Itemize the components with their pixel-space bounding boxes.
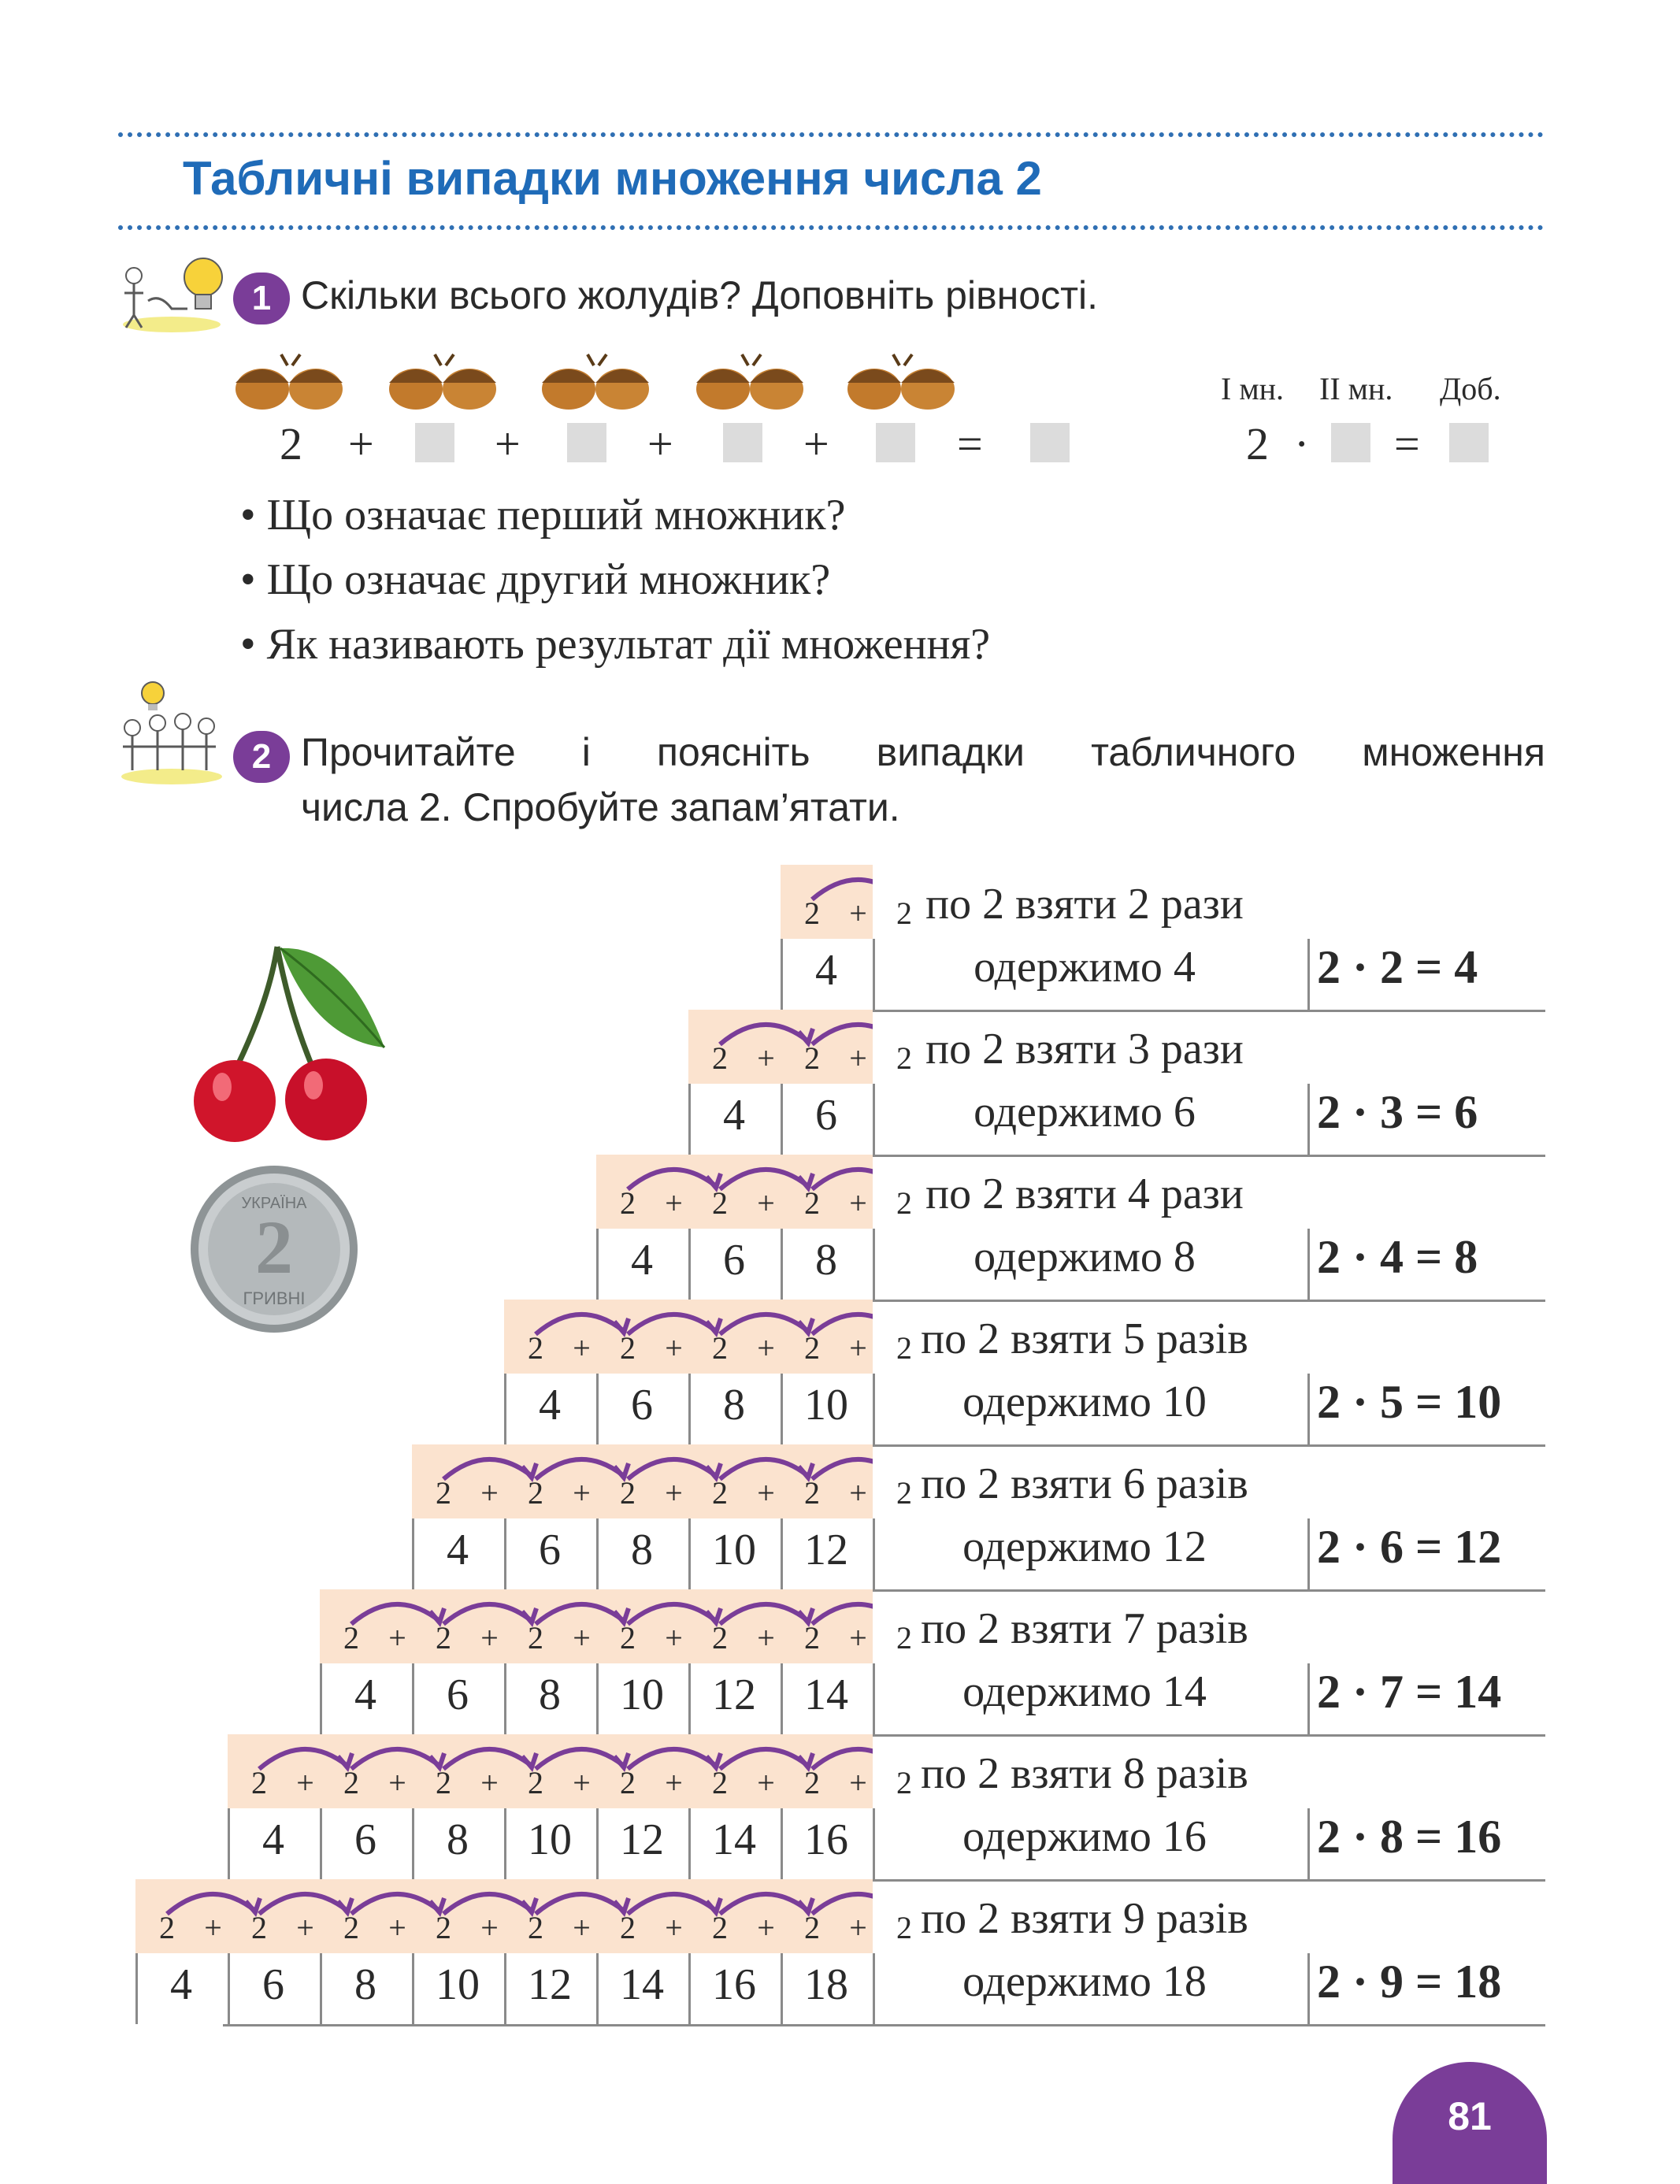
cell-divider [781,1808,783,1879]
cell-divider [596,1374,599,1444]
plus-sign: + [757,1765,775,1800]
addend: 2 [620,1910,636,1945]
plus-sign: + [296,1910,314,1945]
addend: 2 [528,1620,543,1656]
cell-divider [504,1953,506,2024]
partial-sum: 18 [804,1960,848,2009]
addend: 2 [896,1475,912,1511]
cell-divider [504,1374,506,1444]
cell-divider [135,1953,138,2024]
cell-divider [228,1808,230,1879]
cell-divider [412,1808,414,1879]
plus-sign: + [665,1475,683,1511]
addend: 2 [436,1910,451,1945]
partial-sum: 4 [262,1815,284,1864]
addend: 2 [712,1185,728,1221]
row-take-text: по 2 взяти 3 рази [925,1025,1244,1073]
addend: 2 [251,1910,267,1945]
header-product: Доб. [1440,371,1501,406]
partial-sum: 16 [804,1815,848,1864]
task1-instruction: Скільки всього жолудів? Доповніть рівності. [301,273,1098,317]
row-equation: 2 · 3 = 6 [1317,1086,1478,1138]
row-equation: 2 · 4 = 8 [1317,1231,1478,1283]
plus-sign: + [665,1330,683,1366]
sum-term-2: 2 [280,418,302,469]
cell-divider [781,1663,783,1734]
partial-sum: 6 [447,1670,469,1719]
cell-divider [873,1229,875,1300]
addend: 2 [896,1330,912,1366]
plus-sign: + [757,1330,775,1366]
row-take-text: по 2 взяти 5 разів [921,1314,1248,1363]
row-take-text: по 2 взяти 8 разів [921,1749,1248,1798]
cell-divider [504,1808,506,1879]
cell-divider [228,1953,230,2024]
dotted-rule-bottom [118,225,1544,230]
cell-divider [596,1663,599,1734]
addend: 2 [712,1475,728,1511]
row-get-text: одержимо 8 [974,1233,1196,1281]
addend: 2 [620,1330,636,1366]
question-item: • Як називають результат дії множення? [240,620,991,669]
cell-divider [596,1808,599,1879]
cell-divider [688,1808,691,1879]
row-equation: 2 · 7 = 14 [1317,1666,1502,1718]
cell-divider [688,1084,691,1155]
cell-divider [873,939,875,1010]
row-get-text: одержимо 4 [974,943,1196,992]
plus-sign: + [757,1910,775,1945]
question-item: • Що означає другий множник? [240,555,831,604]
partial-sum: 6 [631,1381,653,1429]
column-divider [1307,1953,1310,2024]
cell-divider [873,1953,875,2024]
cell-divider [688,1663,691,1734]
partial-sum: 8 [354,1960,376,2009]
partial-sum: 4 [815,946,837,995]
addend: 2 [528,1765,543,1800]
row-get-text: одержимо 10 [962,1378,1207,1426]
plus-sign: + [849,895,867,931]
cell-divider [320,1953,322,2024]
addend: 2 [804,1910,820,1945]
addend: 2 [804,1330,820,1366]
answer-box[interactable] [415,423,454,462]
row-equation: 2 · 9 = 18 [1317,1956,1502,2008]
cell-divider [781,1518,783,1589]
row-equation: 2 · 8 = 16 [1317,1811,1502,1863]
partial-sum: 10 [804,1381,848,1429]
addend: 2 [896,1620,912,1656]
addend: 2 [620,1620,636,1656]
question-item: • Що означає перший множник? [240,491,846,540]
plus-sign: + [757,1475,775,1511]
cell-divider [596,1229,599,1300]
plus-sign: + [480,1910,499,1945]
partial-sum: 4 [723,1091,745,1140]
header-first-factor: І мн. [1221,371,1285,406]
column-divider [1307,1808,1310,1879]
addend: 2 [528,1475,543,1511]
plus-sign: + [665,1620,683,1656]
partial-sum: 8 [631,1526,653,1574]
plus-sign: + [849,1765,867,1800]
plus-sign: + [757,1620,775,1656]
addend: 2 [712,1910,728,1945]
plus-sign: + [296,1765,314,1800]
column-divider [1307,1084,1310,1155]
row-take-text: по 2 взяти 4 рази [925,1170,1244,1218]
plus-sign: + [573,1910,591,1945]
addend: 2 [804,1765,820,1800]
plus-sign: + [573,1765,591,1800]
partial-sum: 6 [354,1815,376,1864]
row-get-text: одержимо 6 [974,1088,1196,1136]
partial-sum: 16 [712,1960,756,2009]
group-work-icon [117,676,227,786]
plus-sign: + [849,1330,867,1366]
cell-divider [688,1953,691,2024]
cell-divider [873,1374,875,1444]
header-second-factor: ІІ мн. [1319,371,1393,406]
addend: 2 [804,1620,820,1656]
plus-sign: + [849,1475,867,1511]
partial-sum: 10 [528,1815,572,1864]
dotted-rule-top [118,132,1544,137]
addend: 2 [436,1620,451,1656]
plus-sign: + [495,418,521,469]
answer-box[interactable] [1331,423,1370,462]
cell-divider [596,1518,599,1589]
partial-sum: 4 [170,1960,192,2009]
plus-sign: + [388,1620,406,1656]
cell-divider [412,1953,414,2024]
plus-sign: + [388,1765,406,1800]
answer-box[interactable] [567,423,606,462]
addend: 2 [343,1765,359,1800]
cell-divider [412,1518,414,1589]
cell-divider [781,1374,783,1444]
plus-sign: + [849,1910,867,1945]
addend: 2 [620,1185,636,1221]
partial-sum: 10 [712,1526,756,1574]
row-rule [223,2024,1545,2026]
plus-sign: + [757,1040,775,1076]
plus-sign: + [849,1185,867,1221]
row-equation: 2 · 6 = 12 [1317,1521,1502,1573]
addend: 2 [896,895,912,931]
addend: 2 [343,1910,359,1945]
row-take-text: по 2 взяти 6 разів [921,1459,1248,1508]
partial-sum: 14 [804,1670,848,1719]
plus-sign: + [647,418,673,469]
partial-sum: 14 [712,1815,756,1864]
row-get-text: одержимо 18 [962,1957,1207,2006]
task-number-badge: 1 [233,273,290,324]
addend: 2 [804,1040,820,1076]
cell-divider [781,1084,783,1155]
plus-sign: + [573,1475,591,1511]
addend: 2 [896,1910,912,1945]
addend: 2 [712,1620,728,1656]
addend: 2 [804,895,820,931]
addend: 2 [343,1620,359,1656]
column-divider [1307,1518,1310,1589]
row-rule [776,1155,1545,1157]
addend: 2 [712,1330,728,1366]
addend: 2 [712,1765,728,1800]
partial-sum: 12 [620,1815,664,1864]
column-divider [1307,1663,1310,1734]
addend: 2 [251,1765,267,1800]
partial-sum: 14 [620,1960,664,2009]
column-divider [1307,1229,1310,1300]
cell-divider [596,1953,599,2024]
cell-divider [320,1808,322,1879]
row-equation: 2 · 2 = 4 [1317,941,1478,993]
page-number: 81 [1448,2094,1492,2138]
addend: 2 [436,1475,451,1511]
plus-sign: + [573,1330,591,1366]
addend: 2 [620,1475,636,1511]
row-equation: 2 · 5 = 10 [1317,1376,1502,1428]
page-number-tab [1393,2062,1547,2184]
plus-sign: + [665,1910,683,1945]
addend: 2 [896,1765,912,1800]
task-number-badge: 2 [233,731,290,783]
equals-sign: = [1394,418,1420,469]
cell-divider [873,1663,875,1734]
partial-sum: 4 [631,1236,653,1285]
column-divider [1307,1374,1310,1444]
lightbulb-icon [117,246,227,334]
addend: 2 [712,1040,728,1076]
mult-dot: · [1294,418,1310,469]
acorn-pair-image [386,348,501,411]
addend: 2 [528,1910,543,1945]
column-divider [1307,939,1310,1010]
acorn-pair-image [693,348,808,411]
cell-divider [781,1953,783,2024]
cell-divider [320,1663,322,1734]
plus-sign: + [480,1620,499,1656]
row-get-text: одержимо 14 [962,1667,1207,1716]
cell-divider [688,1374,691,1444]
plus-sign: + [480,1765,499,1800]
answer-box[interactable] [723,423,762,462]
partial-sum: 8 [539,1670,561,1719]
plus-sign: + [665,1185,683,1221]
answer-box[interactable] [1449,423,1489,462]
acorn-pair-image [539,348,654,411]
answer-box[interactable] [1030,423,1070,462]
partial-sum: 12 [712,1670,756,1719]
row-get-text: одержимо 12 [962,1522,1207,1571]
cherry-image [181,937,386,1142]
addend: 2 [620,1765,636,1800]
row-take-text: по 2 взяти 7 разів [921,1604,1248,1653]
addend: 2 [896,1040,912,1076]
coin-unit: ГРИВНІ [243,1289,306,1308]
cell-divider [873,1084,875,1155]
partial-sum: 10 [620,1670,664,1719]
row-get-text: одержимо 16 [962,1812,1207,1861]
answer-box[interactable] [876,423,915,462]
row-take-text: по 2 взяти 2 рази [925,880,1244,929]
addend: 2 [159,1910,175,1945]
plus-sign: + [480,1475,499,1511]
partial-sum: 8 [815,1236,837,1285]
task2-instruction-line1: Прочитайте і поясніть випадки табличного множення [301,730,1545,774]
partial-sum: 4 [447,1526,469,1574]
row-take-text: по 2 взяти 9 разів [921,1894,1248,1943]
cell-divider [412,1663,414,1734]
partial-sum: 12 [528,1960,572,2009]
plus-sign: + [849,1620,867,1656]
addend: 2 [896,1185,912,1221]
partial-sum: 4 [539,1381,561,1429]
plus-sign: + [757,1185,775,1221]
plus-sign: + [665,1765,683,1800]
plus-sign: + [388,1910,406,1945]
mult-first-factor: 2 [1246,418,1269,469]
partial-sum: 6 [815,1091,837,1140]
partial-sum: 8 [723,1381,745,1429]
partial-sum: 6 [723,1236,745,1285]
partial-sum: 6 [539,1526,561,1574]
equals-sign: = [957,418,983,469]
cell-divider [781,1229,783,1300]
task2-instruction-line2: числа 2. Спробуйте запам’ятати. [301,785,900,829]
cell-divider [781,939,783,1010]
cell-divider [688,1518,691,1589]
page-title: Табличні випадки множення числа 2 [183,152,1042,205]
acorn-pair-image [844,348,959,411]
cell-divider [504,1663,506,1734]
addend: 2 [804,1475,820,1511]
cell-divider [873,1518,875,1589]
partial-sum: 10 [436,1960,480,2009]
cell-divider [873,1808,875,1879]
coin-image [187,1162,361,1336]
plus-sign: + [849,1040,867,1076]
plus-sign: + [573,1620,591,1656]
partial-sum: 4 [354,1670,376,1719]
coin-value: 2 [255,1205,293,1289]
partial-sum: 6 [262,1960,284,2009]
partial-sum: 12 [804,1526,848,1574]
coin-country: УКРАЇНА [241,1195,307,1212]
cell-divider [688,1229,691,1300]
acorn-pair-image [232,348,347,411]
partial-sum: 8 [447,1815,469,1864]
plus-sign: + [803,418,829,469]
cell-divider [504,1518,506,1589]
addend: 2 [436,1765,451,1800]
addend: 2 [528,1330,543,1366]
row-rule [868,1010,1545,1012]
plus-sign: + [204,1910,222,1945]
plus-sign: + [348,418,374,469]
addend: 2 [804,1185,820,1221]
